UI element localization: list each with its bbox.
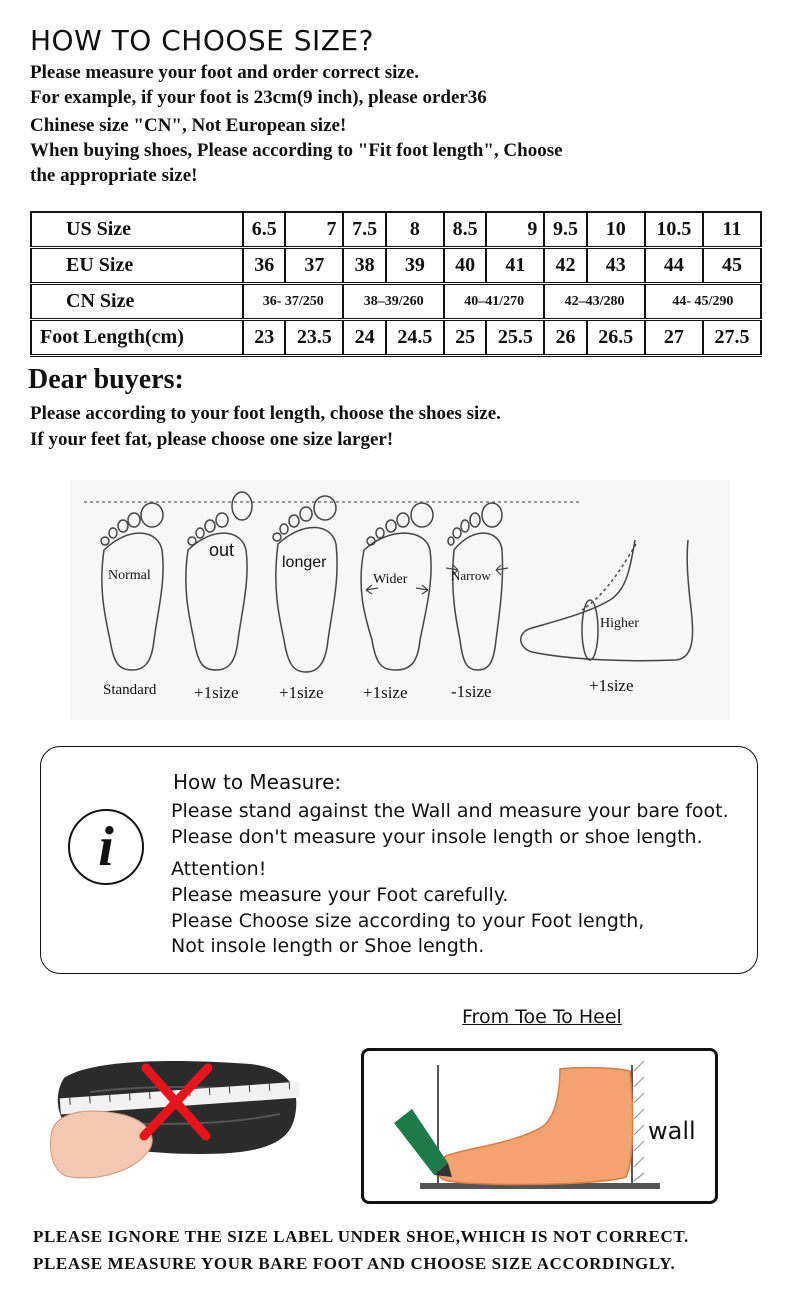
eu-size-cell: 45: [703, 248, 761, 284]
dear-buyers-line-1: Please according to your foot length, choose the shoes size.: [30, 403, 501, 424]
cn-size-cell: 40–41/270: [444, 284, 544, 320]
cn-size-cell: 36- 37/250: [243, 284, 343, 320]
measure-line-2: Please don't measure your insole length or shoe length.: [171, 826, 703, 848]
intro-line-5: the appropriate size!: [30, 165, 198, 186]
intro-line-2: For example, if your foot is 23cm(9 inch), please order36: [30, 87, 487, 108]
foot-length-row: [31, 320, 761, 356]
us-size-cell: 11: [703, 212, 761, 248]
eu-size-cell: 36: [243, 248, 285, 284]
foot-length-cell: 26: [544, 320, 586, 356]
cn-size-cell: 38–39/260: [343, 284, 443, 320]
foot-size-longer: +1size: [279, 683, 324, 702]
measure-line-5: Not insole length or Shoe length.: [171, 935, 485, 957]
attention-label: Attention!: [171, 858, 267, 880]
foot-type-out: out: [209, 540, 235, 560]
page-title: HOW TO CHOOSE SIZE?: [30, 24, 375, 57]
measure-line-3: Please measure your Foot carefully.: [171, 884, 509, 906]
pen-marker-icon: [394, 1109, 448, 1175]
us-size-cell: 9: [486, 212, 544, 248]
how-to-measure-title: How to Measure:: [173, 770, 342, 794]
eu-size-cell: 38: [343, 248, 385, 284]
foot-length-cell: 27: [645, 320, 703, 356]
eu-size-cell: 40: [444, 248, 486, 284]
dear-buyers-line-2: If your feet fat, please choose one size larger!: [30, 429, 394, 450]
intro-line-1: Please measure your foot and order correct size.: [30, 62, 420, 83]
foot-length-cell: 27.5: [703, 320, 761, 356]
us-size-cell: 8.5: [444, 212, 486, 248]
us-size-cell: 8: [386, 212, 444, 248]
foot-length-cell: 24.5: [386, 320, 444, 356]
cn-size-row: [31, 284, 761, 320]
foot-size-narrow: -1size: [451, 682, 492, 701]
foot-length-cell: 23: [243, 320, 285, 356]
foot-length-label: Foot Length(cm): [31, 320, 243, 356]
us-size-cell: 7.5: [343, 212, 385, 248]
us-size-cell: 6.5: [243, 212, 285, 248]
wall-label: wall: [648, 1117, 696, 1145]
eu-size-cell: 43: [587, 248, 645, 284]
foot-type-longer: longer: [282, 554, 327, 571]
cn-size-label: CN Size: [31, 284, 243, 320]
foot-types-illustration: [70, 480, 730, 720]
measure-line-1: Please stand against the Wall and measure your bare foot.: [171, 800, 729, 822]
eu-size-row: [31, 248, 761, 284]
toe-to-heel-caption: From Toe To Heel: [462, 1006, 622, 1028]
eu-size-cell: 41: [486, 248, 544, 284]
eu-size-cell: 42: [544, 248, 586, 284]
eu-size-cell: 44: [645, 248, 703, 284]
us-size-label: US Size: [31, 212, 243, 248]
foot-size-standard: Standard: [103, 682, 157, 698]
us-size-cell: 10.5: [645, 212, 703, 248]
foot-length-cell: 24: [343, 320, 385, 356]
us-size-row: [31, 212, 761, 248]
foot-length-cell: 25: [444, 320, 486, 356]
foot-wall-illustration: [361, 1048, 718, 1204]
info-icon-glyph: i: [98, 816, 114, 878]
hand-shape: [51, 1111, 153, 1178]
eu-size-label: EU Size: [31, 248, 243, 284]
cn-size-cell: 42–43/280: [544, 284, 644, 320]
us-size-cell: 10: [587, 212, 645, 248]
foot-type-normal: Normal: [108, 568, 151, 583]
size-chart-table: [30, 211, 762, 357]
foot-size-out: +1size: [194, 683, 239, 702]
eu-size-cell: 39: [386, 248, 444, 284]
foot-size-wider: +1size: [363, 683, 408, 702]
ignore-label-notice: PLEASE IGNORE THE SIZE LABEL UNDER SHOE,WHICH IS NOT CORRECT.: [33, 1227, 689, 1246]
foot-length-cell: 26.5: [587, 320, 645, 356]
foot-type-wider: Wider: [373, 572, 408, 587]
insole-wrong-illustration: [50, 1050, 302, 1185]
intro-line-3: Chinese size "CN", Not European size!: [30, 115, 347, 136]
dear-buyers-heading: Dear buyers:: [28, 364, 184, 395]
cn-size-cell: 44- 45/290: [645, 284, 761, 320]
measure-line-4: Please Choose size according to your Foot length,: [171, 910, 645, 932]
foot-size-higher: +1size: [589, 676, 634, 695]
foot-side-shape: [438, 1068, 633, 1185]
measure-bare-foot-notice: PLEASE MEASURE YOUR BARE FOOT AND CHOOSE SIZE ACCORDINGLY.: [33, 1254, 676, 1273]
us-size-cell: 7: [285, 212, 343, 248]
eu-size-cell: 37: [285, 248, 343, 284]
foot-type-narrow: Narrow: [451, 568, 491, 583]
foot-type-higher: Higher: [600, 616, 639, 631]
foot-length-cell: 23.5: [285, 320, 343, 356]
foot-length-cell: 25.5: [486, 320, 544, 356]
intro-line-4: When buying shoes, Please according to "Fit foot length", Choose: [30, 140, 563, 161]
us-size-cell: 9.5: [544, 212, 586, 248]
